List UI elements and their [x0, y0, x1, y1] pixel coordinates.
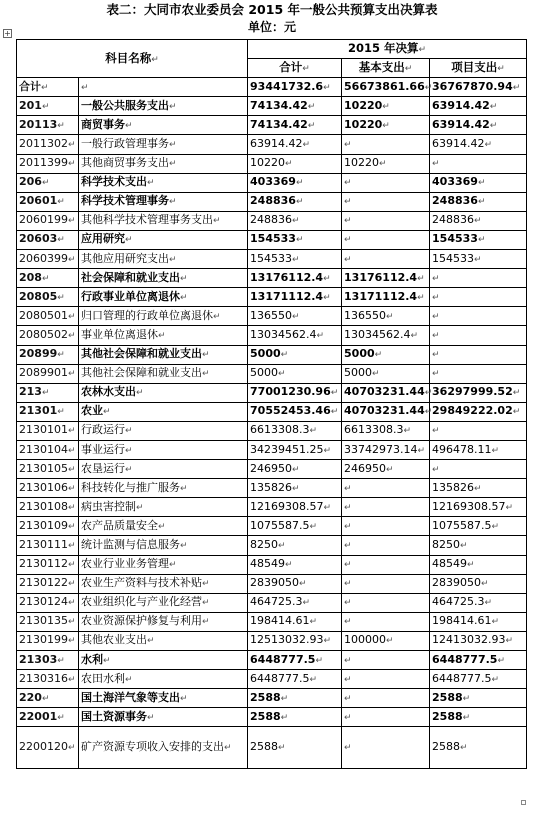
unit-label: 单位：元 — [247, 20, 296, 34]
row-code: 2130199↵ — [17, 631, 79, 650]
row-total: 135826↵ — [248, 479, 342, 498]
row-name: 病虫害控制↵ — [79, 498, 248, 517]
row-basic: ↵ — [342, 689, 430, 708]
table-row — [17, 211, 527, 230]
row-total: 2588↵ — [248, 708, 342, 727]
row-name: 行政运行↵ — [79, 421, 248, 440]
row-code: 208↵ — [17, 269, 79, 288]
row-project: 63914.42↵ — [430, 116, 527, 135]
row-basic: ↵ — [342, 135, 430, 154]
row-name: 国土海洋气象等支出↵ — [79, 689, 248, 708]
table-row — [17, 517, 527, 536]
row-project: 135826↵ — [430, 479, 527, 498]
row-project: 248836↵ — [430, 192, 527, 211]
row-project: ↵ — [430, 307, 527, 326]
row-code: 2130316↵ — [17, 670, 79, 689]
row-name: 科学技术支出↵ — [79, 173, 248, 192]
table-row — [17, 154, 527, 173]
table-row — [17, 78, 527, 97]
row-name: 统计监测与信息服务↵ — [79, 536, 248, 555]
row-code: 2130124↵ — [17, 593, 79, 612]
row-project: 496478.11↵ — [430, 440, 527, 459]
row-total: 10220↵ — [248, 154, 342, 173]
row-code: 213↵ — [17, 383, 79, 402]
row-code: 2130122↵ — [17, 574, 79, 593]
table-row — [17, 460, 527, 479]
row-total: 2588↵ — [248, 689, 342, 708]
row-name: 商贸事务↵ — [79, 116, 248, 135]
total-header: 合计↵ — [248, 59, 342, 78]
row-code: 2080502↵ — [17, 326, 79, 345]
table-row — [17, 574, 527, 593]
row-basic: 40703231.44↵ — [342, 383, 430, 402]
row-basic: 10220↵ — [342, 116, 430, 135]
row-total: 2588↵ — [248, 727, 342, 769]
row-basic: 13171112.4↵ — [342, 288, 430, 307]
row-code: 2130106↵ — [17, 479, 79, 498]
table-row — [17, 689, 527, 708]
row-name: 事业单位离退休↵ — [79, 326, 248, 345]
table-row — [17, 116, 527, 135]
row-name: 农产品质量安全↵ — [79, 517, 248, 536]
row-project: ↵ — [430, 288, 527, 307]
table-row — [17, 135, 527, 154]
year-group-header: 2015 年决算↵ — [248, 40, 527, 59]
row-project: 2588↵ — [430, 708, 527, 727]
row-total: 12513032.93↵ — [248, 631, 342, 650]
row-basic: ↵ — [342, 574, 430, 593]
subject-header: 科目名称↵ — [17, 40, 248, 78]
row-project: 1075587.5↵ — [430, 517, 527, 536]
row-project: 154533↵ — [430, 250, 527, 269]
row-total: 13034562.4↵ — [248, 326, 342, 345]
row-name: 农业↵ — [79, 402, 248, 421]
table-row — [17, 288, 527, 307]
row-project: 12413032.93↵ — [430, 631, 527, 650]
row-name: 一般行政管理事务↵ — [79, 135, 248, 154]
row-name: 水利↵ — [79, 651, 248, 670]
row-code: 21303↵ — [17, 651, 79, 670]
row-code: 2060199↵ — [17, 211, 79, 230]
row-code: 2130111↵ — [17, 536, 79, 555]
row-project: ↵ — [430, 460, 527, 479]
row-total: 5000↵ — [248, 345, 342, 364]
row-total: 403369↵ — [248, 173, 342, 192]
row-name: 农业行业业务管理↵ — [79, 555, 248, 574]
row-name: 一般公共服务支出↵ — [79, 97, 248, 116]
row-basic: 5000↵ — [342, 364, 430, 383]
row-project: 2839050↵ — [430, 574, 527, 593]
row-basic: ↵ — [342, 593, 430, 612]
row-basic: 40703231.44↵ — [342, 402, 430, 421]
row-project: 6448777.5↵ — [430, 651, 527, 670]
row-name: 农业组织化与产业化经营↵ — [79, 593, 248, 612]
row-project: 248836↵ — [430, 211, 527, 230]
row-code: 2011399↵ — [17, 154, 79, 173]
row-total: 248836↵ — [248, 192, 342, 211]
row-project: 63914.42↵ — [430, 135, 527, 154]
row-code: 201↵ — [17, 97, 79, 116]
row-total: 154533↵ — [248, 230, 342, 249]
document-title: 表二：大同市农业委员会 2015 年一般公共预算支出决算表 — [106, 2, 438, 17]
row-total: 6448777.5↵ — [248, 670, 342, 689]
table-row — [17, 326, 527, 345]
row-total: 198414.61↵ — [248, 612, 342, 631]
row-total: 70552453.46↵ — [248, 402, 342, 421]
row-code: 合计↵ — [17, 78, 79, 97]
row-code: 21301↵ — [17, 402, 79, 421]
row-name: 其他科学技术管理事务支出↵ — [79, 211, 248, 230]
table-body — [17, 78, 527, 769]
row-name: 其他商贸事务支出↵ — [79, 154, 248, 173]
table-row — [17, 345, 527, 364]
row-project: 8250↵ — [430, 536, 527, 555]
row-code: 2130105↵ — [17, 460, 79, 479]
row-code: 20601↵ — [17, 192, 79, 211]
row-project: 2588↵ — [430, 689, 527, 708]
row-project: 2588↵ — [430, 727, 527, 769]
table-row — [17, 364, 527, 383]
table-row — [17, 269, 527, 288]
row-total: 136550↵ — [248, 307, 342, 326]
row-name: 事业运行↵ — [79, 440, 248, 459]
row-basic: 56673861.66↵ — [342, 78, 430, 97]
row-total: 248836↵ — [248, 211, 342, 230]
row-project: 154533↵ — [430, 230, 527, 249]
row-basic: ↵ — [342, 555, 430, 574]
row-total: 154533↵ — [248, 250, 342, 269]
row-total: 13171112.4↵ — [248, 288, 342, 307]
table-row — [17, 631, 527, 650]
row-project: 198414.61↵ — [430, 612, 527, 631]
row-project: ↵ — [430, 345, 527, 364]
row-code: 2130112↵ — [17, 555, 79, 574]
row-name: 农田水利↵ — [79, 670, 248, 689]
row-code: 2130109↵ — [17, 517, 79, 536]
budget-table — [16, 39, 527, 769]
row-code: 2080501↵ — [17, 307, 79, 326]
row-basic: 33742973.14↵ — [342, 440, 430, 459]
row-basic: ↵ — [342, 192, 430, 211]
row-name: 归口管理的行政单位离退休↵ — [79, 307, 248, 326]
row-code: 22001↵ — [17, 708, 79, 727]
table-row — [17, 555, 527, 574]
row-project: ↵ — [430, 364, 527, 383]
row-total: 63914.42↵ — [248, 135, 342, 154]
table-header-row-1 — [17, 40, 527, 59]
table-row — [17, 402, 527, 421]
row-code: 2130104↵ — [17, 440, 79, 459]
table-row — [17, 593, 527, 612]
row-basic: 100000↵ — [342, 631, 430, 650]
row-project: 63914.42↵ — [430, 97, 527, 116]
row-basic: ↵ — [342, 498, 430, 517]
row-basic: 13176112.4↵ — [342, 269, 430, 288]
row-project: 36767870.94↵ — [430, 78, 527, 97]
row-basic: ↵ — [342, 211, 430, 230]
row-total: 74134.42↵ — [248, 97, 342, 116]
row-name: 其他社会保障和就业支出↵ — [79, 345, 248, 364]
row-total: 34239451.25↵ — [248, 440, 342, 459]
row-name: 其他应用研究支出↵ — [79, 250, 248, 269]
row-basic: 10220↵ — [342, 97, 430, 116]
row-total: 464725.3↵ — [248, 593, 342, 612]
table-row — [17, 727, 527, 769]
table-row — [17, 173, 527, 192]
row-name: 科技转化与推广服务↵ — [79, 479, 248, 498]
row-code: 2130135↵ — [17, 612, 79, 631]
row-project: ↵ — [430, 326, 527, 345]
table-row — [17, 651, 527, 670]
row-name: 农业资源保护修复与利用↵ — [79, 612, 248, 631]
row-basic: ↵ — [342, 479, 430, 498]
row-project: 12169308.57↵ — [430, 498, 527, 517]
table-row — [17, 440, 527, 459]
row-basic: ↵ — [342, 250, 430, 269]
row-project: 464725.3↵ — [430, 593, 527, 612]
row-total: 246950↵ — [248, 460, 342, 479]
table-row — [17, 192, 527, 211]
row-code: 2089901↵ — [17, 364, 79, 383]
row-code: 220↵ — [17, 689, 79, 708]
row-project: 29849222.02↵ — [430, 402, 527, 421]
table-row — [17, 250, 527, 269]
row-total: 2839050↵ — [248, 574, 342, 593]
row-project: 6448777.5↵ — [430, 670, 527, 689]
row-name: 其他农业支出↵ — [79, 631, 248, 650]
row-code: 206↵ — [17, 173, 79, 192]
row-code: 20805↵ — [17, 288, 79, 307]
row-name: 其他社会保障和就业支出↵ — [79, 364, 248, 383]
table-move-handle-icon[interactable]: + — [4, 29, 11, 38]
row-basic: 246950↵ — [342, 460, 430, 479]
row-basic: ↵ — [342, 651, 430, 670]
row-code: 2130108↵ — [17, 498, 79, 517]
row-code: 2060399↵ — [17, 250, 79, 269]
row-total: 77001230.96↵ — [248, 383, 342, 402]
row-total: 1075587.5↵ — [248, 517, 342, 536]
row-project: ↵ — [430, 269, 527, 288]
row-project: ↵ — [430, 154, 527, 173]
row-total: 8250↵ — [248, 536, 342, 555]
row-name: 科学技术管理事务↵ — [79, 192, 248, 211]
row-code: 2200120↵ — [17, 727, 79, 769]
row-basic: ↵ — [342, 517, 430, 536]
row-project: 36297999.52↵ — [430, 383, 527, 402]
table-row — [17, 230, 527, 249]
row-basic: ↵ — [342, 536, 430, 555]
table-row — [17, 421, 527, 440]
row-name: 行政事业单位离退休↵ — [79, 288, 248, 307]
row-project: ↵ — [430, 421, 527, 440]
row-name: 应用研究↵ — [79, 230, 248, 249]
row-total: 93441732.6↵ — [248, 78, 342, 97]
table-row — [17, 479, 527, 498]
row-name: 农垦运行↵ — [79, 460, 248, 479]
row-total: 48549↵ — [248, 555, 342, 574]
row-basic: ↵ — [342, 612, 430, 631]
row-name: 农业生产资料与技术补贴↵ — [79, 574, 248, 593]
row-total: 6613308.3↵ — [248, 421, 342, 440]
row-total: 6448777.5↵ — [248, 651, 342, 670]
row-total: 74134.42↵ — [248, 116, 342, 135]
table-row — [17, 383, 527, 402]
row-code: 20603↵ — [17, 230, 79, 249]
table-end-marker — [521, 800, 526, 805]
row-basic: ↵ — [342, 230, 430, 249]
row-code: 2011302↵ — [17, 135, 79, 154]
row-basic: 13034562.4↵ — [342, 326, 430, 345]
table-row — [17, 708, 527, 727]
row-project: 403369↵ — [430, 173, 527, 192]
row-basic: 6613308.3↵ — [342, 421, 430, 440]
table-row — [17, 670, 527, 689]
table-row — [17, 97, 527, 116]
row-basic: ↵ — [342, 708, 430, 727]
row-basic: ↵ — [342, 670, 430, 689]
row-code: 2130101↵ — [17, 421, 79, 440]
project-header: 项目支出↵ — [430, 59, 527, 78]
table-row — [17, 612, 527, 631]
row-name: 矿产资源专项收入安排的支出↵ — [79, 727, 248, 769]
row-basic: 10220↵ — [342, 154, 430, 173]
row-total: 5000↵ — [248, 364, 342, 383]
row-name: 国土资源事务↵ — [79, 708, 248, 727]
row-name: 农林水支出↵ — [79, 383, 248, 402]
row-code: 20899↵ — [17, 345, 79, 364]
row-name: 社会保障和就业支出↵ — [79, 269, 248, 288]
row-total: 13176112.4↵ — [248, 269, 342, 288]
row-basic: 5000↵ — [342, 345, 430, 364]
row-basic: ↵ — [342, 173, 430, 192]
row-basic: 136550↵ — [342, 307, 430, 326]
basic-header: 基本支出↵ — [342, 59, 430, 78]
row-name: ↵ — [79, 78, 248, 97]
row-total: 12169308.57↵ — [248, 498, 342, 517]
table-row — [17, 498, 527, 517]
table-row — [17, 307, 527, 326]
table-row — [17, 536, 527, 555]
row-project: 48549↵ — [430, 555, 527, 574]
row-basic: ↵ — [342, 727, 430, 769]
row-code: 20113↵ — [17, 116, 79, 135]
